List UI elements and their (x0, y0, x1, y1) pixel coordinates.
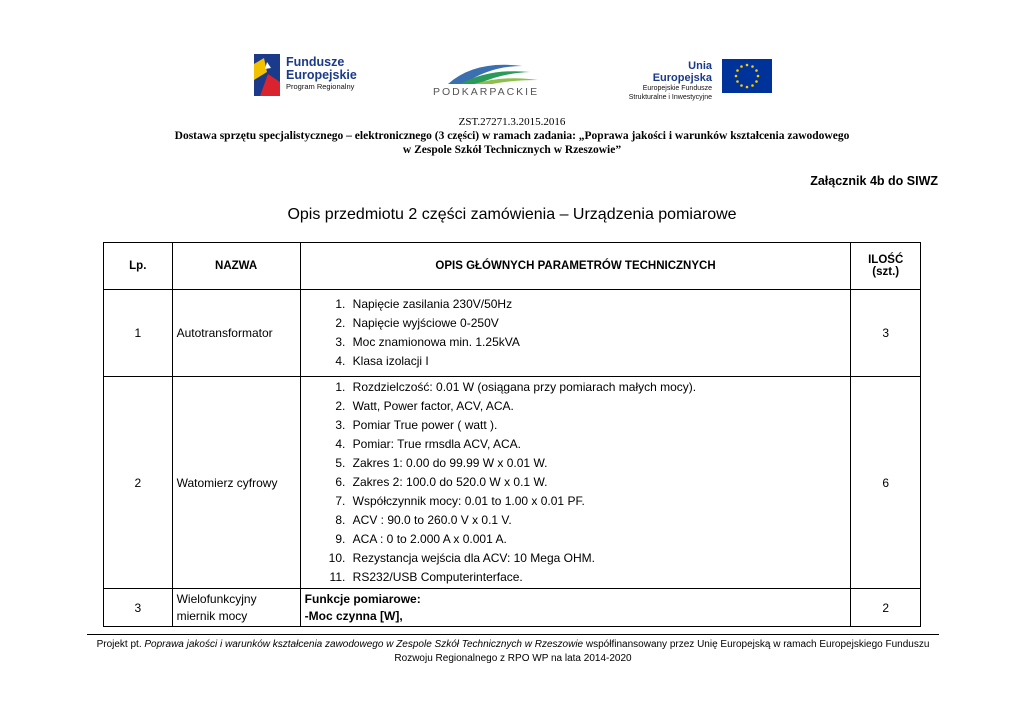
footer-line-1 (87, 638, 939, 652)
table-row (104, 290, 921, 377)
row-description (300, 290, 851, 377)
page-heading: Opis przedmiotu 2 części zamówienia – Urządzenia pomiarowe (287, 206, 737, 223)
podkarpackie-text: PODKARPACKIE (433, 86, 540, 98)
row-name: Autotransformator (172, 290, 300, 377)
row-lp: 2 (104, 377, 173, 589)
header-qty-line-2: (szt.) (872, 266, 900, 278)
row-lp: 3 (104, 589, 173, 627)
list-item: 1. Rozdzielczość: 0.01 W (osiągana przy pomiarach małych mocy). (349, 378, 847, 397)
fe-flag-icon (254, 54, 280, 96)
fundusze-europejskie-logo (254, 54, 374, 100)
measurement-functions-label: Funkcje pomiarowe: (304, 591, 421, 606)
footer-project-title: Poprawa jakości i warunków kształcenia zawodowego w Zespole Szkół Technicznych w Rzeszowie (144, 639, 584, 650)
attachment-label: Załącznik 4b do SIWZ (810, 174, 938, 188)
unia-europejska-logo (620, 58, 772, 101)
table-row (104, 377, 921, 589)
row-qty: 3 (851, 290, 921, 377)
list-item: 10. Rezystancja wejścia dla ACV: 10 Mega OHM. (349, 549, 847, 568)
list-item: 6. Zakres 2: 100.0 do 520.0 W x 0.1 W. (349, 473, 847, 492)
row-lp: 1 (104, 290, 173, 377)
parameter-list (305, 378, 847, 587)
header-qty (851, 243, 921, 290)
document-title (0, 129, 1024, 157)
table-header-row (104, 243, 921, 290)
fe-title-2: Europejskie (286, 68, 357, 82)
fe-title-1: Fundusze (286, 55, 345, 69)
ue-subtitle-2: Strukturalne i Inwestycyjne (628, 94, 712, 101)
title-line-1: Dostawa sprzętu specjalistycznego – elektronicznego (3 części) w ramach zadania: „Poprawa jakości i warunków kształcenia zawodowego (174, 130, 850, 142)
podkarpackie-wave-icon (430, 58, 545, 86)
reference-number: ZST.27271.3.2015.2016 (458, 116, 566, 128)
row-name (172, 589, 300, 627)
specification-table (103, 242, 921, 627)
list-item: 9. ACA : 0 to 2.000 A x 0.001 A. (349, 530, 847, 549)
ue-subtitle-1: Europejskie Fundusze (642, 85, 712, 92)
header-opis: OPIS GŁÓWNYCH PARAMETRÓW TECHNICZNYCH (300, 243, 851, 290)
logo-bar (0, 50, 1024, 102)
list-item: 2. Napięcie wyjściowe 0-250V (349, 314, 847, 333)
list-item: 11. RS232/USB Computerinterface. (349, 568, 847, 587)
table-row (104, 589, 921, 627)
page-footer (87, 638, 939, 666)
footer-prefix: Projekt pt. (96, 639, 145, 650)
header-lp: Lp. (104, 243, 173, 290)
row-description (300, 377, 851, 589)
footer-suffix: współfinansowany przez Unię Europejską w ramach Europejskiego Funduszu (583, 639, 930, 650)
parameter-list (305, 295, 847, 371)
title-line-2: w Zespole Szkół Technicznych w Rzeszowie” (402, 144, 622, 156)
footer-line-2: Rozwoju Regionalnego z RPO WP na lata 2014-2020 (394, 653, 632, 664)
active-power-line: -Moc czynna [W], (304, 608, 403, 623)
list-item: 4. Klasa izolacji I (349, 352, 847, 371)
eu-flag-icon (722, 59, 772, 93)
list-item: 3. Pomiar True power ( watt ). (349, 416, 847, 435)
row-description (300, 589, 851, 627)
row-name-line-2: miernik mocy (176, 608, 248, 623)
podkarpackie-logo (430, 58, 545, 100)
list-item: 5. Zakres 1: 0.00 do 99.99 W x 0.01 W. (349, 454, 847, 473)
header-qty-line-1: ILOŚĆ (868, 254, 904, 266)
fe-subtitle: Program Regionalny (286, 82, 355, 91)
list-item: 8. ACV : 90.0 to 260.0 V x 0.1 V. (349, 511, 847, 530)
row-name: Watomierz cyfrowy (172, 377, 300, 589)
ue-title: Unia Europejska (652, 60, 712, 84)
list-item: 4. Pomiar: True rmsdla ACV, ACA. (349, 435, 847, 454)
header-name: NAZWA (172, 243, 300, 290)
list-item: 3. Moc znamionowa min. 1.25kVA (349, 333, 847, 352)
list-item: 7. Współczynnik mocy: 0.01 to 1.00 x 0.01 PF. (349, 492, 847, 511)
row-name-line-1: Wielofunkcyjny (176, 591, 257, 606)
list-item: 1. Napięcie zasilania 230V/50Hz (349, 295, 847, 314)
footer-divider (87, 634, 939, 635)
row-qty: 2 (851, 589, 921, 627)
list-item: 2. Watt, Power factor, ACV, ACA. (349, 397, 847, 416)
row-qty: 6 (851, 377, 921, 589)
